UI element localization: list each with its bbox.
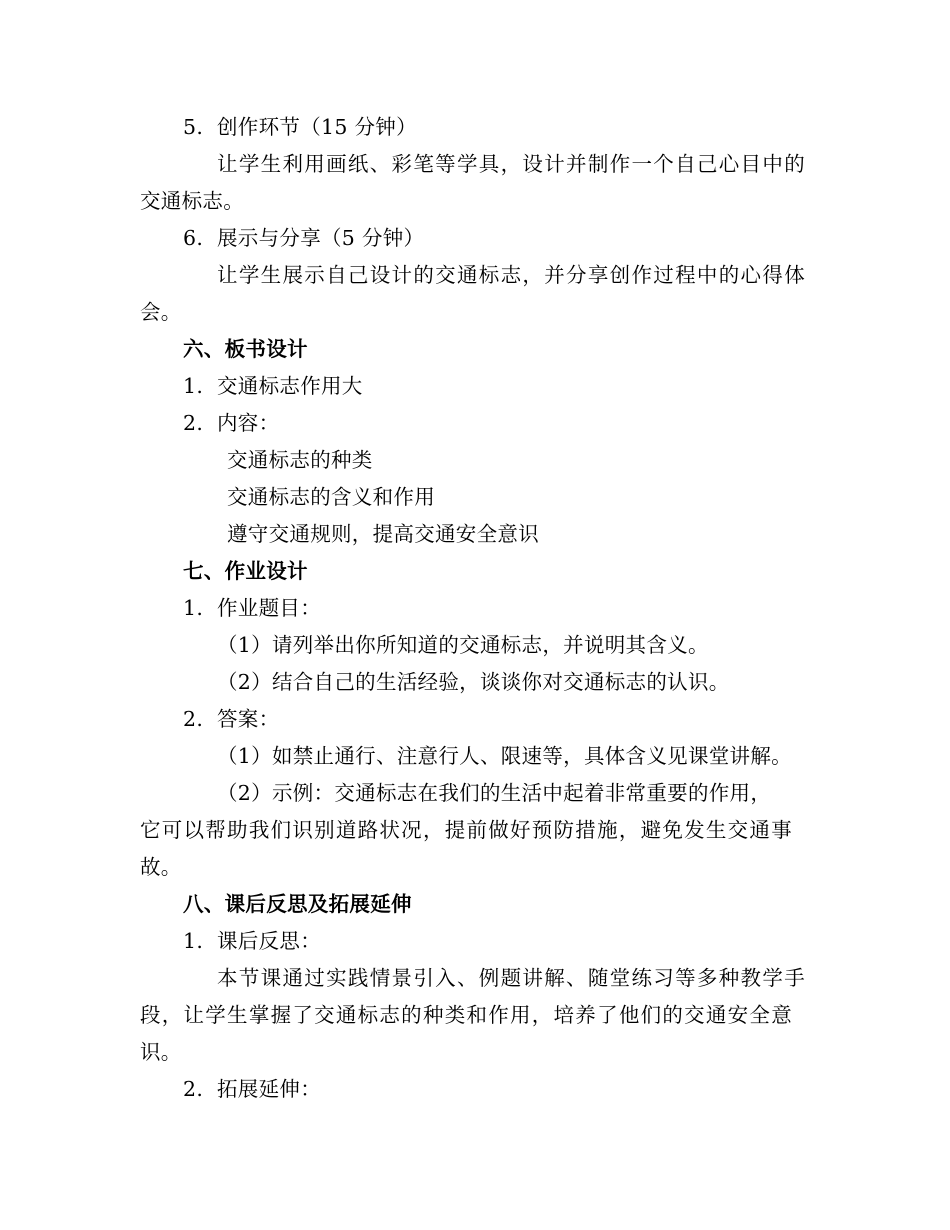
list-number: 2. [183,411,204,435]
list-number: 2. [183,707,204,731]
list-number: 6. [183,226,204,250]
list-item-text: 作业题目： [217,596,321,620]
answer-item: （2）示例：交通标志在我们的生活中起着非常重要的作用， [217,781,772,805]
section-heading: 八、课后反思及拓展延伸 [183,892,412,916]
list-number: 1. [183,374,204,398]
section-heading: 六、板书设计 [183,337,308,361]
list-number: 1. [183,596,204,620]
list-item [183,596,321,620]
list-item-text: 展示与分享（5 分钟） [217,226,425,250]
sub-item: 交通标志的种类 [227,448,373,472]
paragraph-line: 交通标志。 [140,189,244,213]
list-item-5 [183,115,417,139]
list-item [183,929,321,953]
paragraph-line: 本节课通过实践情景引入、例题讲解、随堂练习等多种教学手 [217,966,805,990]
paragraph-line: 会。 [140,300,182,324]
list-item [183,374,363,398]
list-item [183,707,279,731]
list-item-text: 交通标志作用大 [217,374,363,398]
list-item-text: 课后反思： [217,929,321,953]
list-item-text: 内容： [217,411,280,435]
list-number: 1. [183,929,204,953]
list-number: 2. [183,1077,204,1101]
paragraph-line: 让学生展示自己设计的交通标志，并分享创作过程中的心得体 [217,263,805,287]
paragraph-line: 故。 [140,855,182,879]
list-item-text: 答案： [217,707,280,731]
paragraph-line: 识。 [140,1040,182,1064]
paragraph-line: 它可以帮助我们识别道路状况，提前做好预防措施，避免发生交通事 [140,818,792,842]
sub-item: 遵守交通规则，提高交通安全意识 [227,522,539,546]
paragraph-line: 让学生利用画纸、彩笔等学具，设计并制作一个自己心目中的 [217,152,805,176]
paragraph-line: 段，让学生掌握了交通标志的种类和作用，培养了他们的交通安全意 [140,1003,792,1027]
section-heading: 七、作业设计 [183,559,308,583]
sub-item: 交通标志的含义和作用 [227,485,435,509]
question-item: （1）请列举出你所知道的交通标志，并说明其含义。 [217,633,709,657]
list-item-6 [183,226,424,250]
list-item [183,1077,321,1101]
list-item-text: 拓展延伸： [217,1077,321,1101]
list-item [183,411,279,435]
answer-item: （1）如禁止通行、注意行人、限速等，具体含义见课堂讲解。 [217,744,792,768]
list-item-text: 创作环节（15 分钟） [217,115,417,139]
list-number: 5. [183,115,204,139]
question-item: （2）结合自己的生活经验，谈谈你对交通标志的认识。 [217,670,730,694]
